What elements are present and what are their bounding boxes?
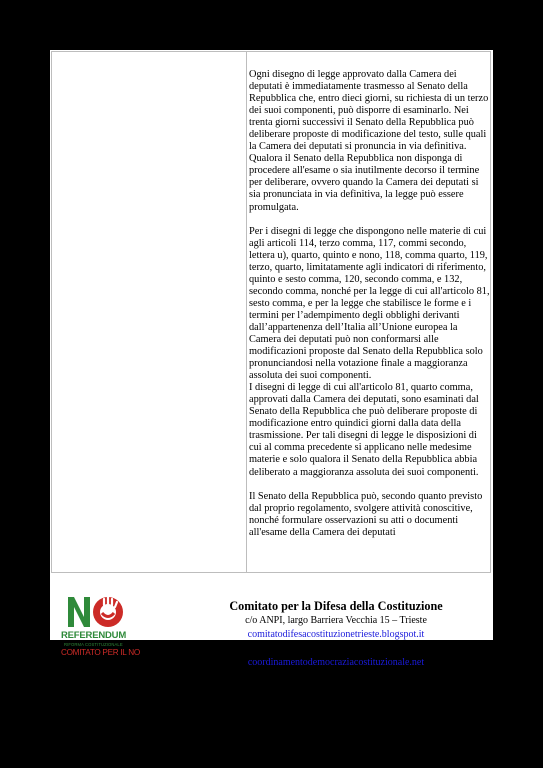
- logo-tagline: RIFORMA COSTITUZIONALE: [64, 642, 123, 647]
- paragraph-2: Per i disegni di legge che dispongono nelle materie di cui agli articoli 114, terzo comma, 117, commi secondo, lettera u), quarto, quinto e nono, 118, comma quarto, 119, terzo, quarto, limitatamente agli indicatori di riferimento, quinto e sesto comma, 120, secondo comma, e 132, secondo comma, nonché per la legge di cui all'articolo 81, sesto comma, e per la legge che stabilisce le forme e i termini per l’adempimento degli obblighi derivanti dall’appartenenza dell’Italia all’Unione europea la Camera dei deputati può non conformarsi alle modificazioni proposte dal Senato della Repubblica solo pronunciandosi nella votazione finale a maggioranza assoluta dei suoi componenti.: [249, 225, 490, 382]
- footer-info: [206, 599, 466, 670]
- local-committee-label: Comitato locale del: [294, 643, 378, 654]
- logo-comitato: COMITATO PER IL NO: [61, 648, 140, 657]
- paragraph-4: Il Senato della Repubblica può, secondo quanto previsto dal proprio regolamento, svolgere attività conoscitive, nonché formulare osservazioni su atti o documenti all'esame della Camera dei deputati: [249, 490, 483, 538]
- document-page: [50, 50, 493, 668]
- blog-link[interactable]: comitatodifesacostituzionetrieste.blogspot.it: [247, 629, 425, 640]
- network-link[interactable]: coordinamentodemocraziacostituzionale.net: [247, 657, 425, 668]
- column-divider: [246, 52, 247, 572]
- logo-word: REFERENDUM: [61, 630, 127, 641]
- comparison-table: [51, 51, 491, 573]
- referendum-logo: [58, 593, 140, 669]
- org-name: Comitato per la Difesa della Costituzione: [229, 599, 443, 613]
- org-address: c/o ANPI, largo Barriera Vecchia 15 – Trieste: [245, 615, 427, 626]
- text-column-right: [249, 69, 491, 539]
- paragraph-3: I disegni di legge di cui all'articolo 81, quarto comma, approvati dalla Camera dei deputati, sono esaminati dal Senato della Repubblica che può deliberare proposte di modificazione entro quindici giorni dalla data della trasmissione. Per tali disegni di legge le disposizioni di cui al comma precedente si applicano nelle medesime materie e solo qualora il Senato della Repubblica abbia deliberato a maggioranza assoluta dei suoi componenti.: [249, 382, 479, 478]
- page-footer: [50, 573, 493, 668]
- no-hand-icon: [66, 593, 126, 629]
- paragraph-1: Ogni disegno di legge approvato dalla Camera dei deputati è immediatamente trasmesso al Senato della Repubblica che, entro dieci giorni, su richiesta di un terzo dei suoi componenti, può disporre di esaminarlo. Nei trenta giorni successivi il Senato della Repubblica può deliberare proposte di modificazione del testo, sulle quali la Camera dei deputati si pronuncia in via definitiva. Qualora il Senato della Repubblica non disponga di procedere all'esame o sia inutilmente decorso il termine per deliberare, ovvero quando la Camera dei deputati si sia pronunciata in via definitiva, la legge può essere promulgata.: [249, 69, 489, 213]
